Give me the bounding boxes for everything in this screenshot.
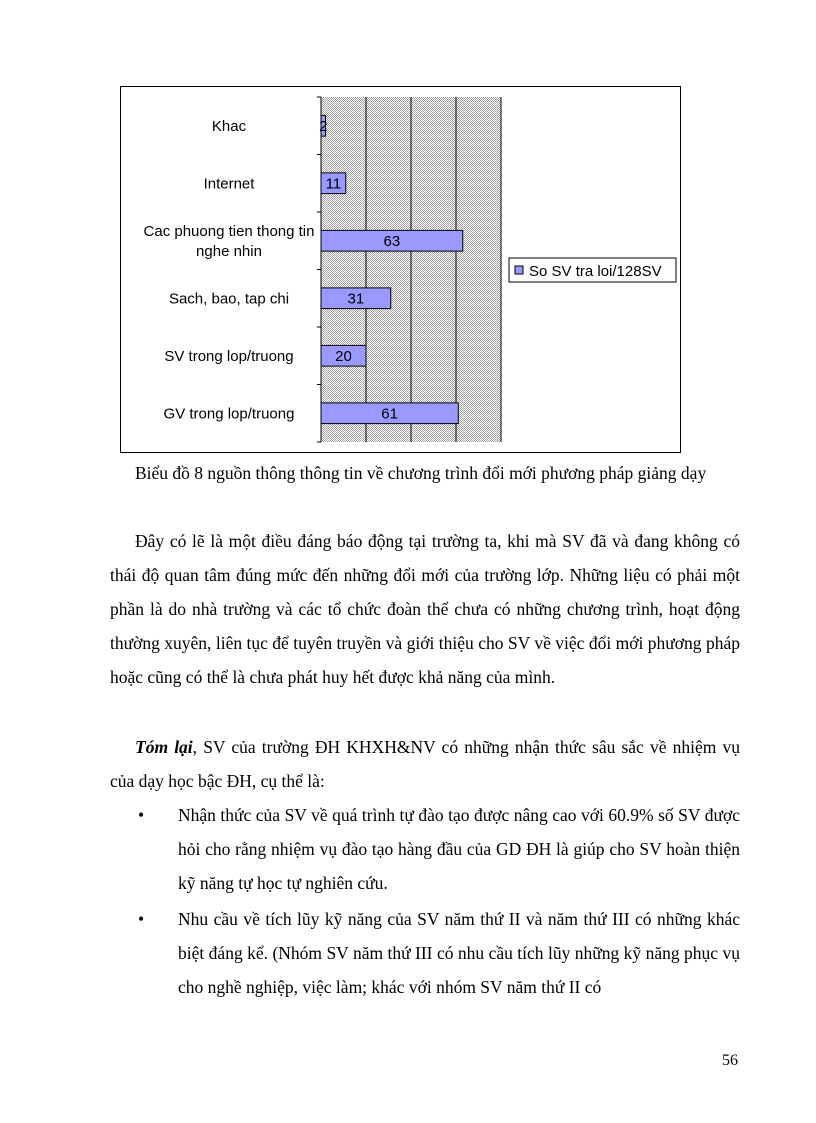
bullet-icon: • — [138, 909, 145, 929]
category-label-line: SV trong lop/truong — [164, 347, 294, 365]
category-label — [204, 175, 256, 192]
bullet-text: Nhu cầu về tích lũy kỹ năng của SV năm thứ II và năm thứ III có những khác biệt đáng kể. (Nhóm SV năm thứ III có nhu cầu tích lũy những kỹ năng phục vụ cho nghề nghiệp, việc làm; khác với nhóm SV năm thứ II có — [178, 909, 740, 997]
data-label: 2 — [319, 117, 328, 135]
bullet-text: Nhận thức của SV về quá trình tự đào tạo được nâng cao với 60.9% số SV được hỏi cho rằng nhiệm vụ đào tạo hàng đầu của GD ĐH là giúp cho SV hoàn thiện kỹ năng tự học tự nghiên cứu. — [178, 805, 740, 893]
category-label-line: Khac — [211, 117, 247, 135]
paragraph-2 — [110, 730, 740, 798]
bullet-list — [110, 798, 740, 1004]
caption-block — [110, 456, 740, 490]
category-label-line: Cac phuong tien thong tin — [143, 222, 315, 240]
page-number: 56 — [722, 1052, 738, 1069]
category-label — [164, 405, 295, 422]
bullet-icon: • — [138, 805, 145, 825]
paragraph-1: Đây có lẽ là một điều đáng báo động tại trường ta, khi mà SV đã và đang không có thái độ quan tâm đúng mức đến những đổi mới của trường lớp. Những liệu có phải một phần là do nhà trường và các tổ chức đoàn thể chưa có những chương trình, hoạt động thường xuyên, liên tục để tuyên truyền và giới thiệu cho SV về việc đổi mới phương pháp hoặc cũng có thể là chưa phát huy hết được khả năng của mình. — [110, 531, 740, 687]
legend — [509, 258, 676, 282]
legend-label: So SV tra loi/128SV — [529, 263, 662, 280]
category-label-line: Sach, bao, tap chi — [168, 290, 290, 308]
category-axis — [317, 97, 321, 442]
chart-frame — [120, 86, 681, 453]
data-label: 61 — [381, 405, 398, 423]
summary-emphasis: Tóm lại — [135, 737, 193, 757]
list-item — [110, 902, 740, 1004]
legend-swatch — [515, 266, 523, 274]
category-label-line: nghe nhin — [196, 242, 262, 260]
figure-caption: Biểu đồ 8 nguồn thông thông tin về chương trình đổi mới phương pháp giảng dạy — [135, 463, 707, 483]
category-label-line: GV trong lop/truong — [163, 405, 295, 423]
data-label: 20 — [335, 347, 352, 365]
category-label — [212, 118, 247, 135]
category-label — [144, 223, 315, 260]
summary-text: , SV của trường ĐH KHXH&NV có những nhận thức sâu sắc về nhiệm vụ của dạy học bậc ĐH, cụ thể là: — [110, 737, 740, 791]
category-labels — [144, 118, 315, 423]
category-label — [164, 348, 293, 365]
data-label: 63 — [383, 232, 401, 250]
paragraph-2-block — [110, 730, 740, 798]
bar-chart — [121, 87, 680, 452]
category-label — [169, 290, 289, 307]
paragraph-1-block — [110, 524, 740, 694]
list-item — [110, 798, 740, 900]
data-label: 11 — [325, 175, 342, 193]
data-label: 31 — [347, 290, 365, 308]
category-label-line: Internet — [203, 175, 255, 193]
